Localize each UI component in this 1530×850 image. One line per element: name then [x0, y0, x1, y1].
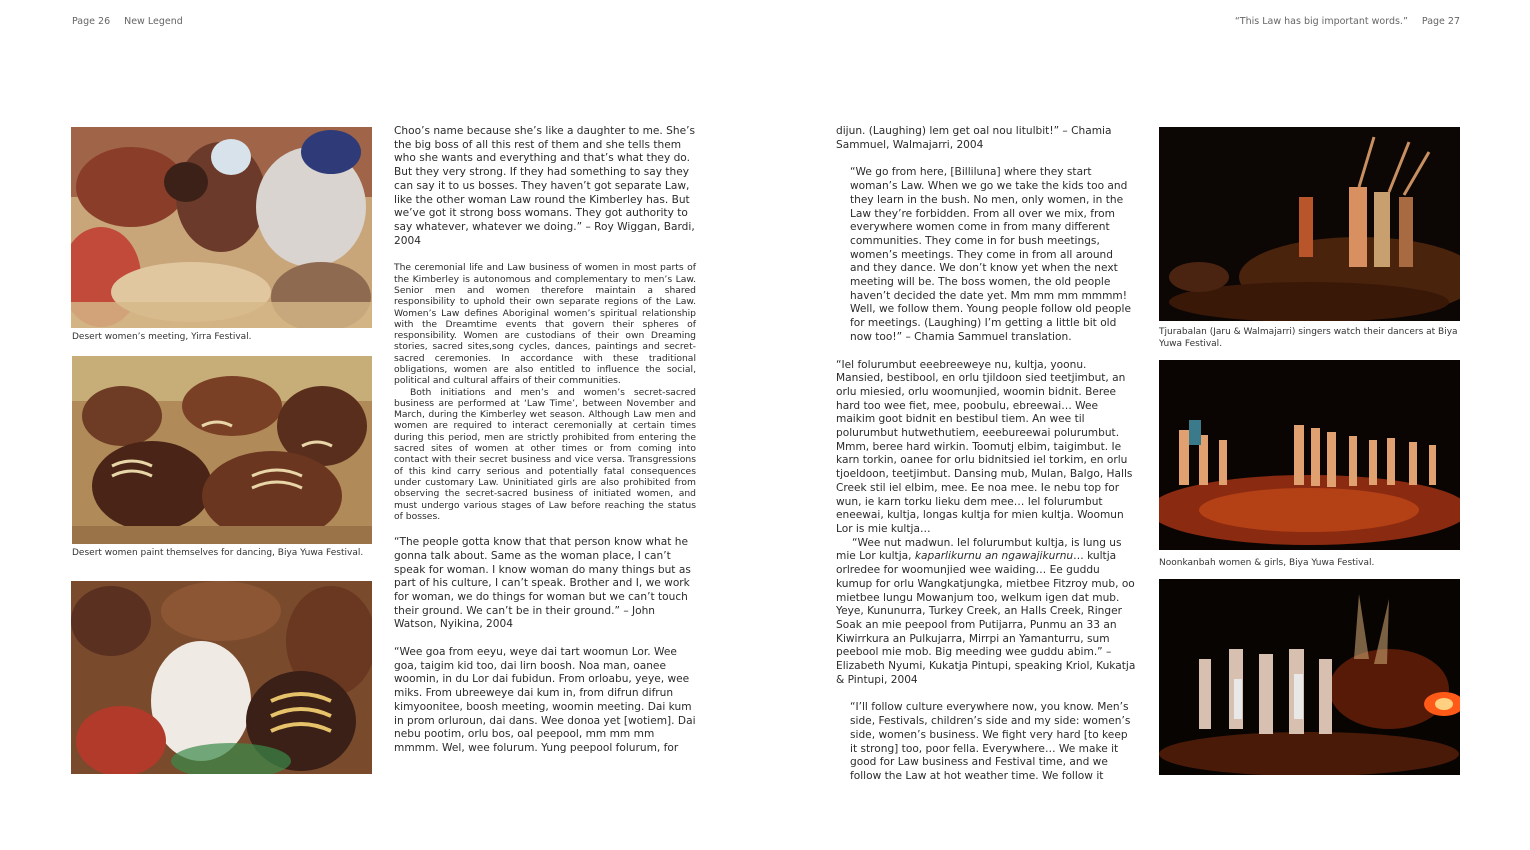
- nyumi-text-a: “Wee nut madwun. Iel folurumbut kultja, is lung us mie Lor kultja,: [836, 536, 1122, 563]
- quote-kriol-chamia: “Wee goa from eeyu, weye dai tart woomun Lor. Wee goa, taigim kid too, dai lirn boosh. Noa man, oanee woomin, in du Lor dai fubidun. From orloabu, yeye, wee miks. From ubreeweye dai kum in, from difrun difrun kimyoonitee, boosh meeting, woomin meeting. Dai kum in prom orluroun, dai dans. Wee donoa yet [wotiem]. Dai nebu pootim, orlu bos, oal peepool, mm mm mm mmmm. Wel, wee folurum. Yung peepool folurum, for: [394, 646, 696, 754]
- right-running-title: “This Law has big important words.”: [1234, 16, 1408, 27]
- quote-kriol-culture: “Iel folurumbut eeebreeweye nu, kultja, yoonu. Mansied, bestibool, en orlu tjildoon sied teetjimbut, an orlu miesied, orlu woomunjied, woomin bidnit. Beree hard too wee fiet, mee, poobulu, ebreewai… Wee maikim goot bidnit en bestibul tiem. An wee til polurumbut hutwethutiem, eeebureewai polurumbut. Mmm, beree hard wirkin. Toomutj elbim, taigimbut. Ie karn torkin, oanee for orlu bidnitsied iel torkim, en orlu tjoeldoon, teetjimbut. Dansing mub, Mulan, Balgo, Halls Creek stil iel elbim, mee. Ee noa mee. Ie nebu top for wun, ie karn torku lieku dem mee… Iel folurumbut eneewai, kultja, longas kultja for mien kultja. Woomun Lor is mie kultja…: [836, 358, 1133, 535]
- quote-chamia-translation: “We go from here, [Billiluna] where they start woman’s Law. When we go we take the kids too and they learn in the bush. No men, only women, in the Law they’re forbidden. From all over we mix, from everywhere women come in from many different communities. They come in for bush meetings, women’s meetings. They come in from all around and they dance. We don’t know yet when the next meeting will be. The boss women, the old people haven’t decided the date yet. Mm mm mm mmmm! Well, we follow them. Young people follow old people for meetings. (Laughing) I’m getting a little bit old now too!” – Chamia Sammuel translation.: [850, 166, 1131, 343]
- photo-desert-womens-meeting: [71, 127, 372, 328]
- photo-women-painting: [72, 356, 372, 544]
- left-running-title: New Legend: [124, 16, 183, 27]
- caption-noonkanbah-women: Noonkanbah women & girls, Biya Yuwa Festival.: [1159, 558, 1375, 568]
- photo-noonkanbah-women: [1159, 360, 1460, 550]
- photo-night-fire-dance: [1159, 579, 1460, 775]
- caption-women-painting: Desert women paint themselves for dancing, Biya Yuwa Festival.: [72, 548, 364, 558]
- left-page-header: [72, 16, 183, 27]
- nyumi-text-italic: kaparlikurnu an ngawajikurnu: [914, 550, 1074, 563]
- left-page-number: Page 26: [72, 16, 111, 27]
- photo-tjurabalan-singers: [1159, 127, 1460, 321]
- caption-desert-womens-meeting: Desert women’s meeting, Yirra Festival.: [72, 332, 252, 342]
- left-text-column: [394, 125, 696, 756]
- quote-chamia-end: dijun. (Laughing) lem get oal nou litulbit!” – Chamia Sammuel, Walmajarri, 2004: [836, 125, 1112, 151]
- right-page-header: [1235, 16, 1460, 27]
- quote-elizabeth-nyumi: [836, 537, 1136, 688]
- paragraph-law-time: Both initiations and men’s and women’s secret-sacred business are performed at ‘Law Time’, between November and March, during the Kimberley wet season. Although Law men and women are required to interact ceremonially at certain times during this period, men are strictly prohibited from entering the sacred sites of women at other times or from coming into contact with their secret business and vice versa. Transgressions of this kind carry serious and potentially fatal consequences under customary Law. Uninitiated girls are also prohibited from observing the secret-sacred business of initiated women, and must undergo various stages of Law before reaching the status of bosses.: [394, 386, 696, 522]
- quote-follow-culture: “I’ll follow culture everywhere now, you know. Men’s side, Festivals, children’s side and my side: women’s side, women’s business. We fight very hard [to keep it strong] too, poor fella. Everywhere… We make it good for Law business and Festival time, and we follow the Law at hot weather time. We follow it: [850, 701, 1131, 782]
- quote-john-watson: “The people gotta know that that person know what he gonna talk about. Same as the woman place, I can’t speak for woman. I know woman do many things but as part of his culture, I can’t speak. Brother and I, we work for woman, we do things for woman but we can’t touch their ground. We can’t be in their ground.” – John Watson, Nyikina, 2004: [394, 536, 691, 631]
- paragraph-ceremonial-life: The ceremonial life and Law business of women in most parts of the Kimberley is autonomous and complementary to men’s Law. Senior men and women therefore maintain a shared responsibility to uphold their own separate regions of the Law. Women’s Law defines Aboriginal women’s spiritual relationship with the Dreamtime events that govern their spheres of responsibility. Women are custodians of their own Dreaming stories, sacred sites,song cycles, dances, paintings and secret-sacred ceremonies. In accordance with these traditional obligations, women are also entitled to influence the social, political and cultural affairs of their communities.: [394, 262, 696, 387]
- quote-roy-wiggan: Choo’s name because she’s like a daughter to me. She’s the big boss of all this rest of them and she tells them who she wants and everything and that’s what they do. But they very strong. If they had something to say they can say it to us bosses. They haven’t got separate Law, like the other woman Law round the Kimberley has. But we’ve got it strong boss womans. They got authority to say whatever, whatever we doing.” – Roy Wiggan, Bardi, 2004: [394, 125, 695, 247]
- right-page-number: Page 27: [1421, 16, 1460, 27]
- right-text-column: [836, 125, 1136, 798]
- nyumi-text-c: … kultja orlredee for woomunjied wee waiding… Ee guddu kumup for orlu Wangkatjungka, mietbee Fitzroy mub, oo mietbee lungu Mowanjum too, welkum igen dat mub. Yeye, Kununurra, Turkey Creek, an Halls Creek, Ringer Soak an mie peepool from Putijarra, Punmu an 33 an Kiwirrkura an Pulkujarra, Mirrpi an Yamanturru, sum peebool mie mob. Big meeding wee guddu abim.” – Elizabeth Nyumi, Kukatja Pintupi, speaking Kriol, Kukatja & Pintupi, 2004: [836, 550, 1136, 686]
- caption-tjurabalan-singers: Tjurabalan (Jaru & Walmajarri) singers watch their dancers at Biya Yuwa Festival.: [1159, 327, 1458, 349]
- photo-painted-women: [71, 581, 372, 774]
